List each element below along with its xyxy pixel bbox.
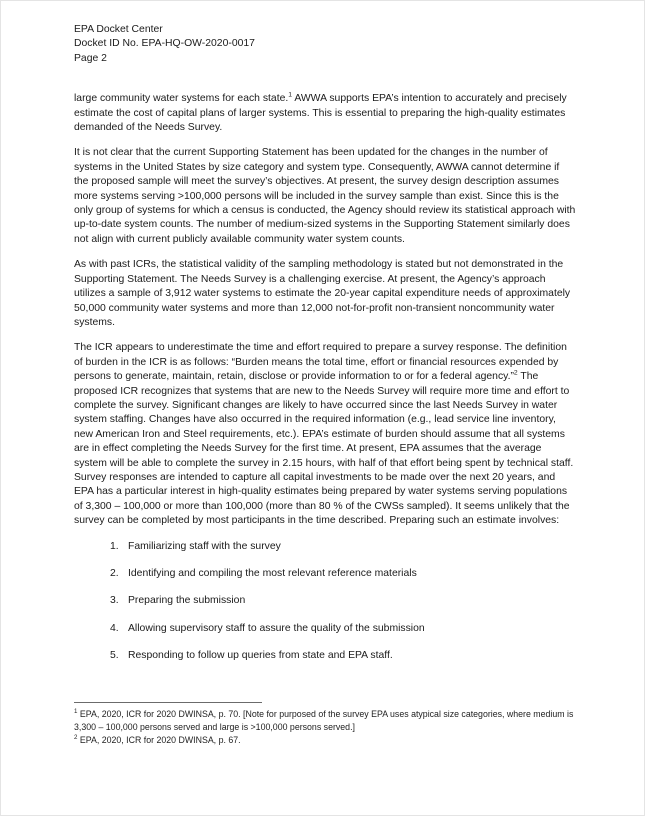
list-item-text: Familiarizing staff with the survey xyxy=(128,540,281,552)
paragraph-4 xyxy=(74,341,576,528)
list-item-number: 3. xyxy=(110,595,119,607)
list-item-text: Identifying and compiling the most relevant reference materials xyxy=(128,568,417,579)
paragraph-1-text: large community water systems for each state. xyxy=(74,93,289,105)
list-item xyxy=(74,649,576,663)
list-item xyxy=(74,567,576,581)
list-item-number: 2. xyxy=(110,568,119,579)
list-item xyxy=(74,594,576,608)
footnote-ref-1: 1 xyxy=(288,91,293,99)
footnote-2-text: EPA, 2020, ICR for 2020 DWINSA, p. 67. xyxy=(77,735,241,745)
document-body xyxy=(74,92,576,663)
list-item xyxy=(74,540,576,554)
list-item xyxy=(74,622,576,636)
list-item-text: Responding to follow up queries from state and EPA staff. xyxy=(128,650,393,662)
footnote-2-marker: 2 xyxy=(74,734,78,742)
paragraph-2: It is not clear that the current Supporting Statement has been updated for the changes in the number of systems in the United States by size category and system type. Consequently, AWWA cannot determine if the proposed sample will meet the survey’s objectives. At present, the survey design description assumes more systems serving >100,000 persons will be included in the survey sample than exist. Since this is the only group of systems for which a census is conducted, the Agency should review its statistical approach with up-to-date system counts. The number of medium-sized systems in the Supporting Statement similarly does not align with current publicly available community water system counts. xyxy=(74,147,576,245)
paragraph-4-text-cont: The proposed ICR recognizes that systems that are new to the Needs Survey will require more time and effort to complete the survey. Significant changes are likely to have occurred since the last Needs Survey in water system staffing. Changes have also occurred in the required information (e.g., lead service line inventory, new American Iron and Steel requirements, etc.). EPA’s estimate of burden should assume that all systems are in effect completing the Needs Survey for the first time. At present, EPA assumes that the average system will be able to complete the survey in 2.15 hours, with half of that effort being spent by technical staff. Survey responses are intended to capture all capital investments to be made over the next 20 years, and EPA has a particular interest in high-quality estimates being prepared by water systems serving populations of 3,300 – 100,000 or more than 100,000 (more than 80 % of the CWSs sampled). It seems unlikely that the survey can be completed by most participants in the time described. Preparing such an estimate involves: xyxy=(74,371,574,527)
document-content xyxy=(1,1,644,664)
footnote-1-text: EPA, 2020, ICR for 2020 DWINSA, p. 70. [Note for purposed of the survey EPA uses atypical size categories, where medium is 3,300 – 100,000 persons served and large is >100,000 persons served.] xyxy=(74,709,574,732)
paragraph-4-text: The ICR appears to underestimate the time and effort required to prepare a survey response. The definition of burden in the ICR is as follows: “Burden means the total time, effort or financial resources expended by persons to generate, maintain, retain, disclose or provide information to or for a federal agency.” xyxy=(74,342,567,383)
document-header xyxy=(74,23,576,66)
numbered-list xyxy=(74,540,576,664)
paragraph-3: As with past ICRs, the statistical validity of the sampling methodology is stated but not demonstrated in the Supporting Statement. The Needs Survey is a challenging exercise. At present, the Agency’s approach utilizes a sample of 3,912 water systems to estimate the 20-year capital expenditure needs of approximately 50,000 community water systems and more than 12,000 not-for-profit non-transient noncommunity water systems. xyxy=(74,259,571,328)
footnote-separator xyxy=(74,702,262,703)
paragraph-1-text-cont: AWWA supports EPA’s intention to accurately and precisely estimate the cost of capital plans of larger systems. This is essential to preparing the high-quality estimates demanded of the Needs Survey. xyxy=(74,93,567,134)
list-item-number: 5. xyxy=(110,650,119,662)
list-item-number: 4. xyxy=(110,622,119,634)
footnote-2 xyxy=(74,734,576,747)
header-org: EPA Docket Center xyxy=(74,24,163,35)
header-page-number: Page 2 xyxy=(74,52,107,64)
footnote-ref-2: 2 xyxy=(513,369,518,377)
list-item-number: 1. xyxy=(110,540,119,552)
paragraph-1 xyxy=(74,92,576,135)
list-item-text: Preparing the submission xyxy=(128,595,246,607)
footnote-1 xyxy=(74,708,576,734)
footnote-1-marker: 1 xyxy=(74,708,78,716)
header-docket-id: Docket ID No. EPA-HQ-OW-2020-0017 xyxy=(74,38,255,50)
list-item-text: Allowing supervisory staff to assure the quality of the submission xyxy=(128,622,425,634)
footnotes-section xyxy=(74,702,576,747)
